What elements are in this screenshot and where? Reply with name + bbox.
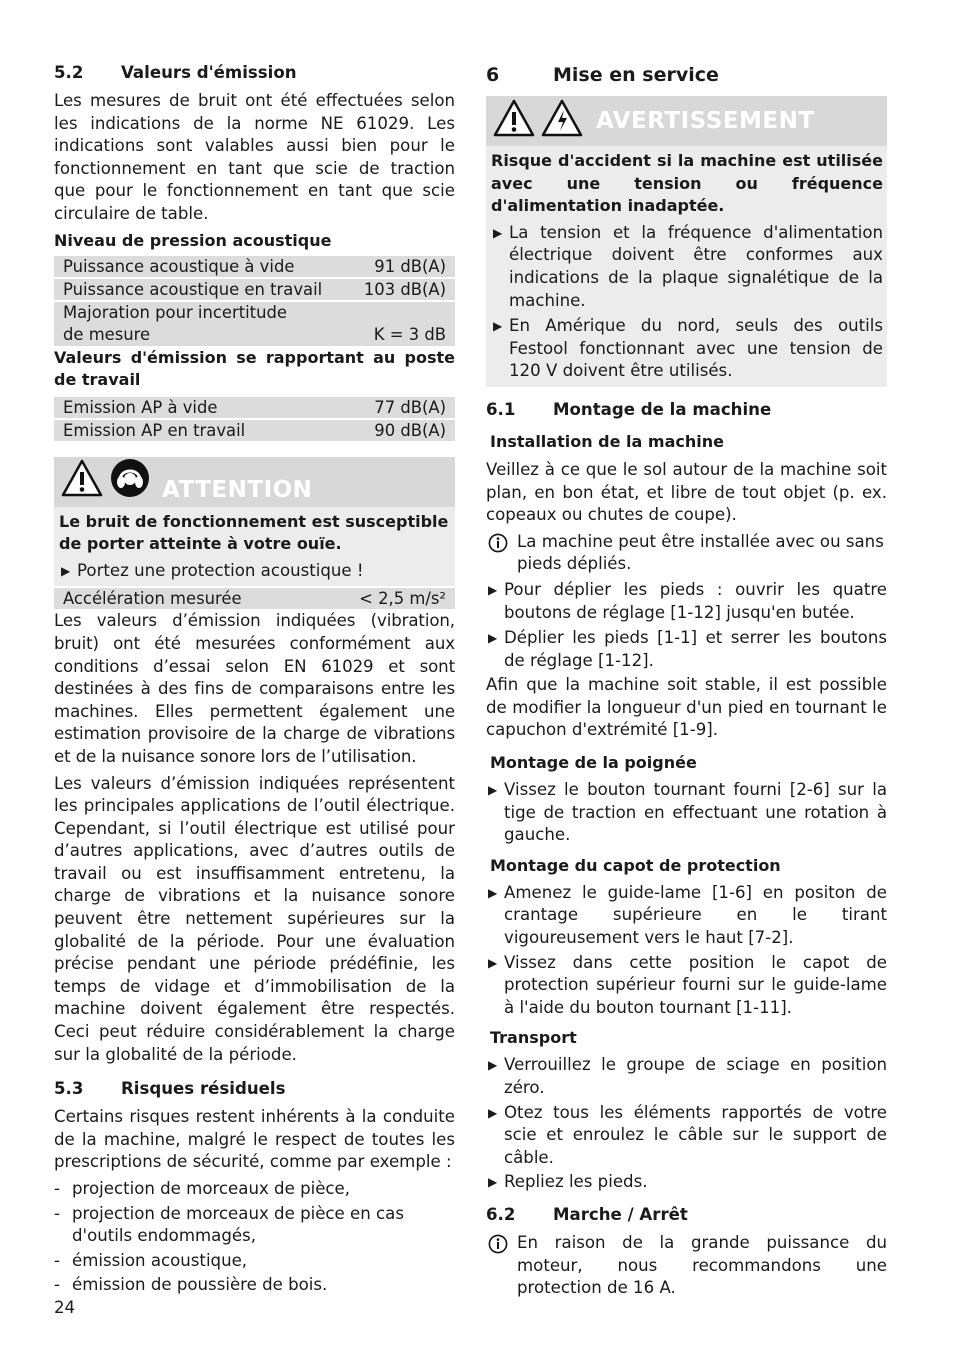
list-item: ▶ La tension et la fréquence d'alimentation électrique doivent être conformes aux indications de la plaque signalétique de la machine. [493,222,883,310]
triangle-bullet-icon: ▶ [493,319,503,334]
list-item: - émission de poussière de bois. [54,1275,328,1295]
paragraph: Les valeurs d’émission indiquées (vibration, bruit) ont été mesurées conformément aux conditions d’essai selon EN 61029 et sont destinées à des fins de comparaisons entre les machines. Elles permettent également une estimation provisoire de la charge de vibrations et de la nuisance sonore lors de l’utilisation. [54,611,455,766]
section-number: 5.3 [54,1079,84,1099]
list-item: ▶ Repliez les pieds. [486,1171,887,1194]
list-item: ▶ Pour déplier les pieds : ouvrir les quatre boutons de réglage [1-12] jusqu'en butée. [488,579,887,622]
paragraph: Veillez à ce que le sol autour de la machine soit plan, en bon état, et libre de tout objet (p. ex. copeaux ou chutes de coupe). [486,459,887,525]
row-label: Emission AP à vide [63,397,218,417]
warning-text: Risque d'accident si la machine est utilisée avec une tension ou fréquence d'alimentation inadaptée. [491,151,883,216]
triangle-bullet-icon: ▶ [488,1105,498,1120]
attention-text: Le bruit de fonctionnement est susceptible de porter atteinte à votre ouïe. [59,511,449,554]
section-title: Mise en service [553,64,719,86]
table-row [54,397,455,418]
triangle-bullet-icon: ▶ [488,783,498,798]
table-row [54,588,455,609]
section-title: Montage de la machine [553,399,772,419]
row-value: 91 dB(A) [374,256,446,276]
row-label: Majoration pour incertitude [63,302,287,322]
section-number: 6.1 [486,399,516,419]
info-note: En raison de la grande puissance du moteur, nous recommandons une protection de 16 A. [486,1232,887,1300]
ear-protection-icon [110,458,150,505]
table-row [54,279,455,300]
triangle-bullet-icon: ▶ [493,225,503,240]
section-number: 6.2 [486,1204,516,1224]
triangle-bullet-icon: ▶ [488,885,498,900]
row-label: Puissance acoustique à vide [63,256,295,276]
list-item: ▶ Vissez dans cette position le capot de protection supérieur fourni sur le guide-lame à l'aide du bouton tournant [1-11]. [488,952,887,1017]
row-value: < 2,5 m/s² [359,589,446,609]
section-heading-6 [486,62,887,88]
subheading-transport: Transport [490,1028,577,1048]
section-title: Marche / Arrêt [553,1204,688,1224]
section-number: 6 [486,64,500,86]
paragraph: Les valeurs d’émission indiquées représentent les principales applications de l’outil électrique. Cependant, si l’outil électrique est utilisé pour d’autres applications, avec d’autres outils de travail ou est insuffisamment entretenu, la charge de vibrations et la nuisance sonore peuvent être nettement supérieures sur la globalité de la période. Pour une évaluation précise pendant une période prédéfinie, les temps de vidage et d’immobilisation de la machine doivent également être respectés. Ceci peut réduire considérablement la charge sur la globalité de la période. [54,773,455,1064]
triangle-bullet-icon: ▶ [488,1175,498,1190]
info-icon [488,1234,508,1254]
triangle-bullet-icon: ▶ [488,631,498,646]
section-number: 5.2 [54,63,84,82]
page-number: 24 [54,1298,76,1317]
triangle-bullet-icon: ▶ [488,955,498,970]
list-item: - émission acoustique, [54,1250,248,1270]
paragraph: Les mesures de bruit ont été effectuées selon les indications de la norme NE 61029. Les indications sont valables aussi bien pour le fonctionnement en tant que scie de traction que pour le fonctionnement en tant que scie circulaire de table. [54,91,455,223]
table-row [54,302,455,346]
attention-title: ATTENTION [162,477,313,504]
row-value: K = 3 dB [373,324,446,344]
subheading-workplace: Valeurs d'émission se rapportant au poste de travail [54,347,455,389]
warning-body [486,146,887,387]
warning-header [486,96,887,146]
list-item: ▶ En Amérique du nord, seuls des outils Festool fonctionnant avec une tension de 120 V doivent être utilisés. [493,316,883,381]
warning-title: AVERTISSEMENT [596,107,815,134]
list-item: - projection de morceaux de pièce en cas d'outils endommagés, [54,1203,404,1246]
paragraph: Certains risques restent inhérents à la conduite de la machine, malgré le respect de toutes les prescriptions de sécurité, comme par exemple : [54,1107,455,1172]
warning-triangle-icon [60,458,104,505]
subheading-pressure: Niveau de pression acoustique [54,230,332,250]
triangle-bullet-icon: ▶ [61,563,71,578]
triangle-bullet-icon: ▶ [488,1058,498,1073]
section-heading-6-2 [486,1204,887,1226]
warning-box [486,96,887,387]
row-value: 103 dB(A) [363,279,446,299]
row-label: de mesure [63,324,151,344]
table-row [54,256,455,277]
info-note: La machine peut être installée avec ou sans pieds dépliés. [486,531,887,576]
row-label: Accélération mesurée [63,589,242,609]
list-item: ▶ Vissez le bouton tournant fourni [2-6] sur la tige de traction en effectuant une rotation à gauche. [488,780,887,845]
right-column [486,62,887,1300]
left-column [54,62,455,1297]
attention-body [54,507,455,587]
section-title: Risques résiduels [121,1079,286,1099]
subheading-guard: Montage du capot de protection [490,855,781,875]
row-value: 77 dB(A) [374,397,446,417]
list-item: ▶ Verrouillez le groupe de sciage en position zéro. [488,1055,887,1097]
subheading-handle: Montage de la poignée [490,753,697,773]
triangle-bullet-icon: ▶ [488,582,498,597]
list-item: - projection de morceaux de pièce, [54,1179,351,1198]
row-label: Emission AP en travail [63,420,246,440]
table-row [54,420,455,441]
list-item: ▶ Portez une protection acoustique ! [59,560,451,583]
warning-triangle-icon [492,98,536,145]
attention-header [54,457,455,507]
list-item: ▶ Déplier les pieds [1-1] et serrer les boutons de réglage [1-12]. [488,628,887,670]
row-value: 90 dB(A) [374,420,446,440]
info-icon [488,533,508,553]
attention-box [54,457,455,587]
subheading-install: Installation de la machine [490,431,724,451]
section-heading-5-3 [54,1078,455,1100]
list-item: ▶ Otez tous les éléments rapportés de votre scie et enroulez le câble sur le support de câble. [488,1102,887,1167]
section-title: Valeurs d'émission [121,63,297,82]
row-label: Puissance acoustique en travail [63,279,323,299]
section-heading-6-1 [486,399,887,421]
paragraph: Afin que la machine soit stable, il est possible de modifier la longueur d'un pied en tournant le capuchon d'extrémité [1-9]. [486,675,887,740]
list-item: ▶ Amenez le guide-lame [1-6] en positon de crantage supérieure en le tirant vigoureusement vers le haut [7-2]. [488,882,887,948]
electric-hazard-icon [540,98,584,145]
section-heading-5-2 [54,62,455,84]
